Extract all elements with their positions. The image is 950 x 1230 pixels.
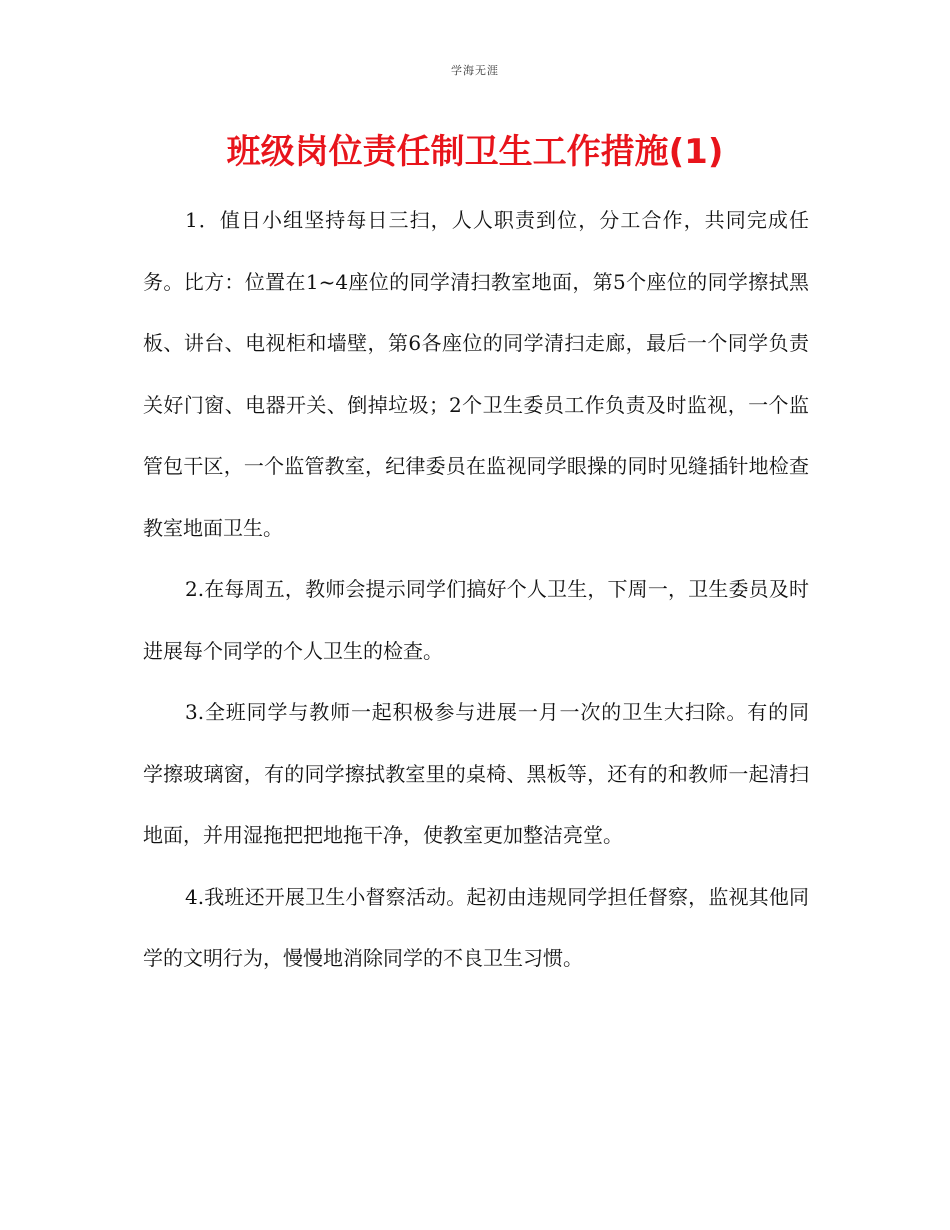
document-body: [143, 190, 829, 990]
paragraph-2: 2.在每周五，教师会提示同学们搞好个人卫生，下周一，卫生委员及时进展每个同学的个人卫生的检查。: [143, 577, 809, 663]
document-title: 班级岗位责任制卫生工作措施(1): [226, 132, 724, 172]
paragraph-3: 3.全班同学与教师一起积极参与进展一月一次的卫生大扫除。有的同 学擦玻璃窗，有的同学擦拭教室里的桌椅、黑板等，还有的和教师一起清扫地面，并用湿拖把把地拖干净，使教室更加整洁亮堂。: [143, 700, 829, 847]
paragraph-1: 1．值日小组坚持每日三扫，人人职责到位，分工合作，共同完成任务。比方：位置在1~4座位的同学清扫教室地面，第5个座位的同学擦拭黑板、讲台、电视柜和墙壁，第6各座位的同学清扫走廊，最后一个同学负责关好门窗、电器开关、倒掉垃圾；2个卫生委员工作负责及时监视，一个监管包干区，一个监管教室，纪律委员在监视同学眼操的同时见缝插针地检查教室地面卫生。: [143, 208, 809, 540]
paragraph-4: 4.我班还开展卫生小督察活动。起初由违规同学担任督察，监视其他同学的文明行为，慢慢地消除同学的不良卫生习惯。: [143, 884, 809, 970]
page-header: 学海无涯: [451, 64, 499, 77]
